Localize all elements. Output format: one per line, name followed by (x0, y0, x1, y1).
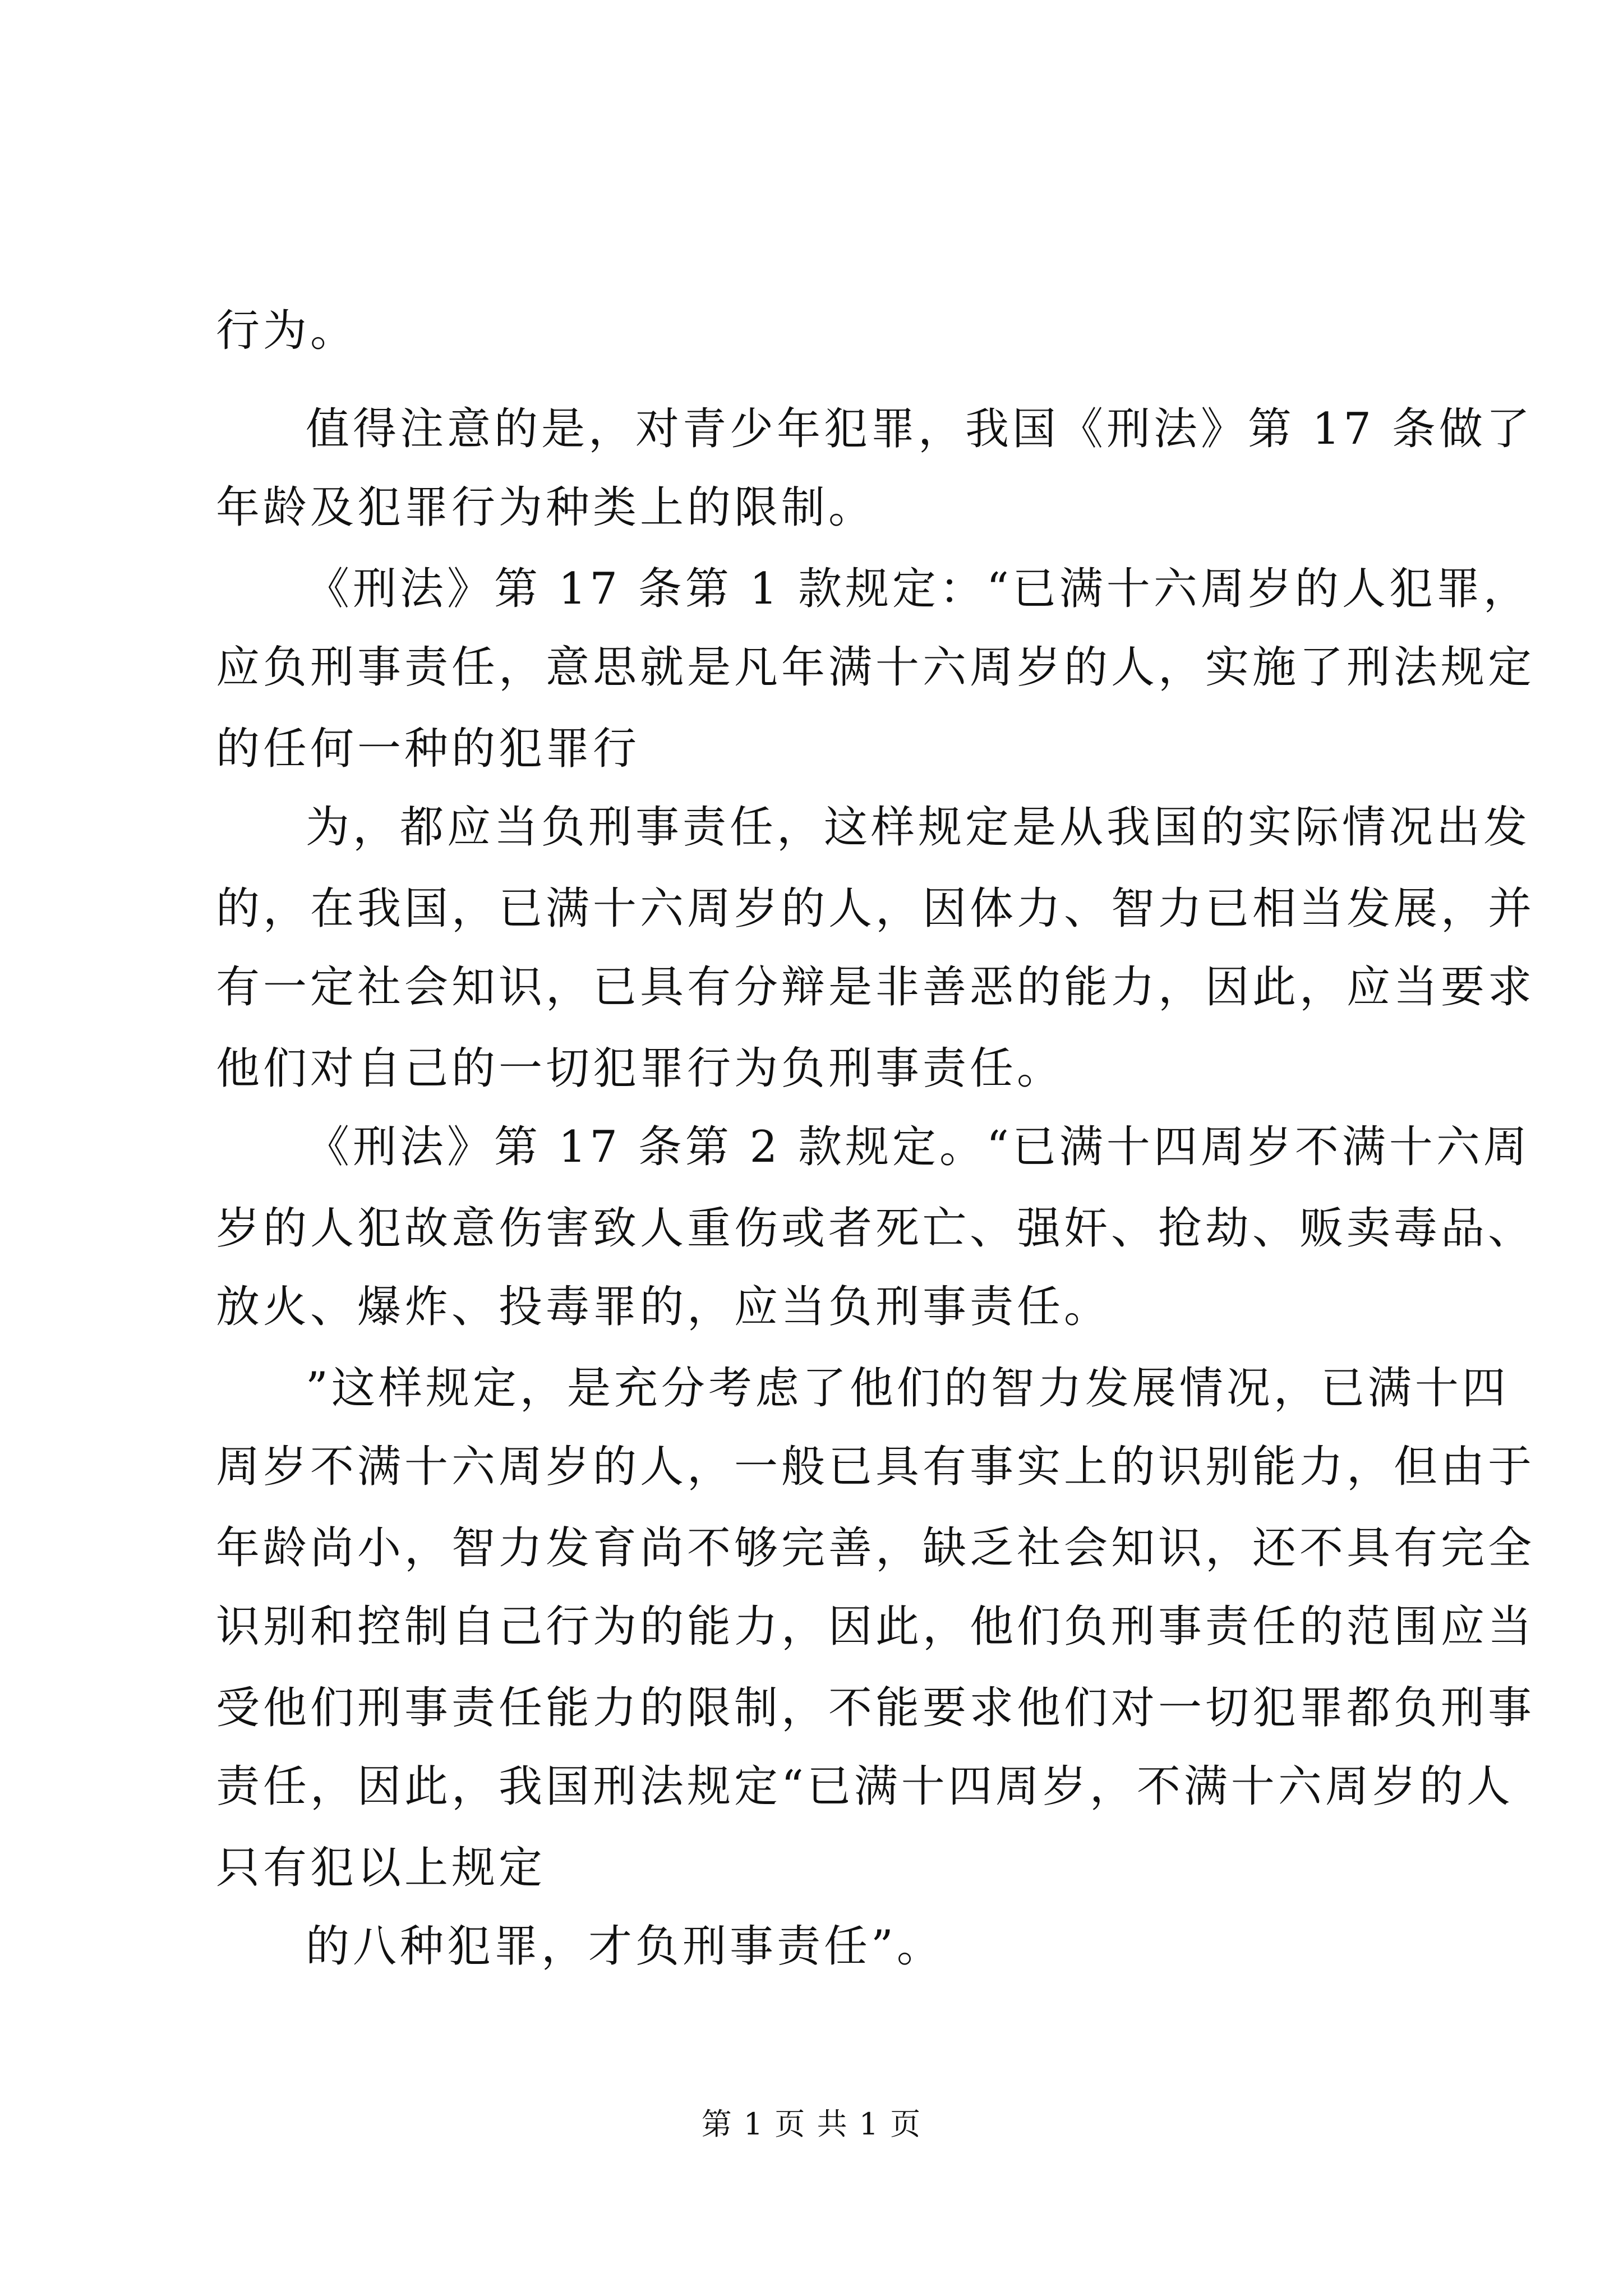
text-line: ”这样规定，是充分考虑了他们的智力发展情况，已满十四 (306, 1363, 1509, 1414)
text-line: 岁的人犯故意伤害致人重伤或者死亡、强奸、抢劫、贩卖毒品、 (216, 1203, 1536, 1254)
text-line: 的，在我国，已满十六周岁的人，因体力、智力已相当发展，并 (216, 884, 1536, 934)
text-line: 识别和控制自己行为的能力，因此，他们负刑事责任的范围应当 (216, 1602, 1536, 1652)
text-line: 责任，因此，我国刑法规定“已满十四周岁，不满十六周岁的人 (216, 1761, 1514, 1812)
text-line: 行为。 (216, 306, 358, 356)
text-line: 年龄及犯罪行为种类上的限制。 (216, 482, 876, 533)
text-line: 周岁不满十六周岁的人，一般已具有事实上的识别能力，但由于 (216, 1442, 1536, 1492)
text-line: 他们对自己的一切犯罪行为负刑事责任。 (216, 1043, 1064, 1094)
text-line: 为，都应当负刑事责任，这样规定是从我国的实际情况出发 (306, 802, 1531, 853)
text-line: 年龄尚小，智力发育尚不够完善，缺乏社会知识，还不具有完全 (216, 1523, 1536, 1573)
text-line: 的任何一种的犯罪行 (216, 724, 640, 774)
text-line: 受他们刑事责任能力的限制，不能要求他们对一切犯罪都负刑事 (216, 1683, 1536, 1733)
text-line: 只有犯以上规定 (216, 1843, 546, 1893)
text-line: 《刑法》第 17 条第 1 款规定：“已满十六周岁的人犯罪， (306, 564, 1530, 614)
page-number-footer: 第 1 页 共 1 页 (701, 2106, 922, 2142)
text-line: 的八种犯罪，才负刑事责任”。 (306, 1921, 944, 1972)
text-line: 应负刑事责任，意思就是凡年满十六周岁的人，实施了刑法规定 (216, 642, 1536, 693)
text-line: 《刑法》第 17 条第 2 款规定。“已满十四周岁不满十六周 (306, 1122, 1530, 1172)
text-line: 值得注意的是，对青少年犯罪，我国《刑法》第 17 条做了 (306, 404, 1533, 454)
text-line: 有一定社会知识，已具有分辩是非善恶的能力，因此，应当要求 (216, 962, 1536, 1013)
text-line: 放火、爆炸、投毒罪的，应当负刑事责任。 (216, 1282, 1112, 1332)
